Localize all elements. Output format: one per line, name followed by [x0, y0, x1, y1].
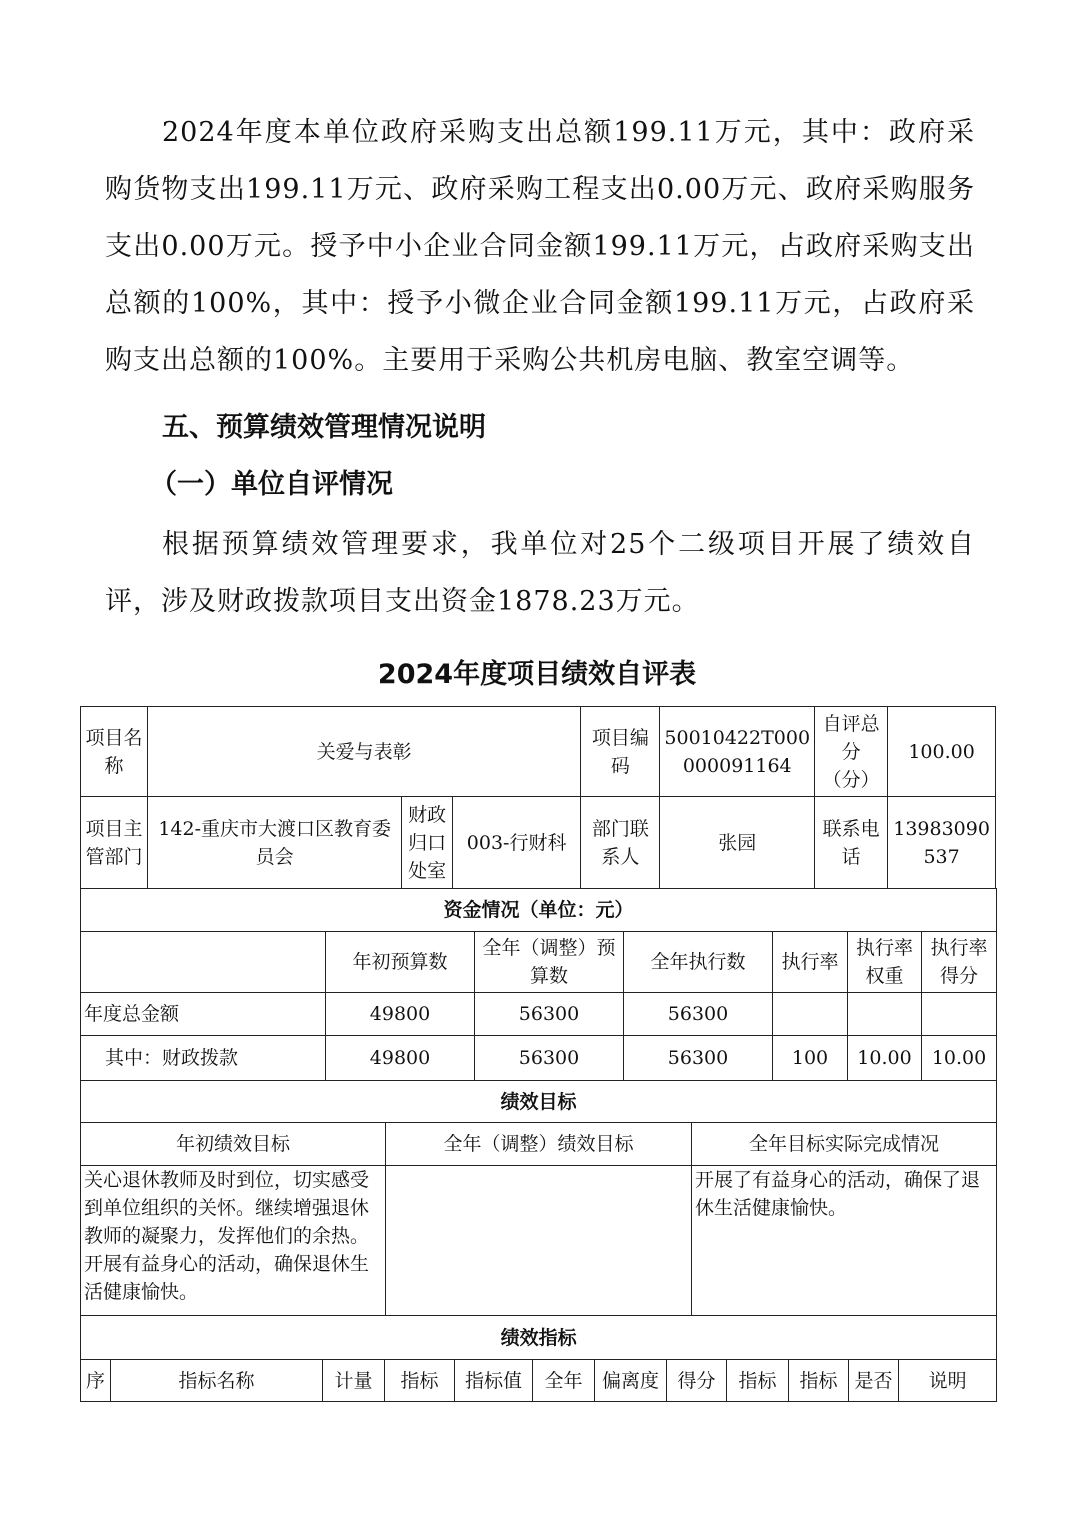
funds-row-total-score: [922, 993, 997, 1036]
table-title: 2024年度项目绩效自评表: [377, 659, 697, 690]
funds-row-total-initial: 49800: [326, 993, 475, 1036]
goals-header-actual: 全年目标实际完成情况: [692, 1123, 997, 1166]
goals-header-adjusted: 全年（调整）绩效目标: [386, 1123, 692, 1166]
goals-header-initial: 年初绩效目标: [81, 1123, 386, 1166]
indicators-section-title: 绩效指标: [81, 1316, 997, 1360]
score-label: 自评总分（分）: [815, 707, 888, 797]
funds-header-weight: 执行率权重: [848, 932, 922, 993]
contact-label: 部门联系人: [581, 797, 660, 889]
indicators-header-name: 指标名称: [111, 1360, 323, 1402]
goals-adjusted-text: [386, 1166, 692, 1316]
funds-row-fiscal-score: 10.00: [922, 1036, 997, 1081]
indicators-header-indicator: 指标: [385, 1360, 455, 1402]
funds-header-rate: 执行率: [773, 932, 848, 993]
funds-header-adjusted: 全年（调整）预算数: [475, 932, 624, 993]
funds-row-total-label: 年度总金额: [81, 993, 326, 1036]
funds-row-fiscal-rate: 100: [773, 1036, 848, 1081]
indicators-header-notes: 说明: [899, 1360, 997, 1402]
funds-row-fiscal-executed: 56300: [624, 1036, 773, 1081]
goals-actual-text: 开展了有益身心的活动，确保了退休生活健康愉快。: [692, 1166, 997, 1316]
funds-row-fiscal-initial: 49800: [326, 1036, 475, 1081]
indicators-header-indicator-3: 指标: [789, 1360, 849, 1402]
phone-value: 13983090537: [888, 797, 996, 889]
project-name: 关爱与表彰: [148, 707, 581, 797]
subsection-heading: （一）单位自评情况: [150, 469, 393, 500]
project-name-label: 项目名称: [81, 707, 148, 797]
self-eval-paragraph: 根据预算绩效管理要求，我单位对25个二级项目开展了绩效自评，涉及财政拨款项目支出资金1878.23万元。: [105, 529, 975, 617]
funds-row-fiscal-weight: 10.00: [848, 1036, 922, 1081]
funds-row-total-rate: [773, 993, 848, 1036]
indicators-header-score: 得分: [667, 1360, 727, 1402]
indicators-table: [80, 1315, 997, 1402]
indicators-header-value: 指标值: [455, 1360, 533, 1402]
funds-table: [80, 888, 997, 1081]
finance-office-value: 003-行财科: [453, 797, 581, 889]
indicators-header-index: 序: [81, 1360, 111, 1402]
indicators-header-whether: 是否: [849, 1360, 899, 1402]
phone-label: 联系电话: [815, 797, 888, 889]
goals-section-title: 绩效目标: [81, 1081, 997, 1123]
funds-header-blank: [81, 932, 326, 993]
finance-office-label: 财政归口处室: [402, 797, 453, 889]
funds-section-title: 资金情况（单位：元）: [81, 889, 997, 932]
procurement-paragraph: 2024年度本单位政府采购支出总额199.11万元，其中：政府采购货物支出199.11万元、政府采购工程支出0.00万元、政府采购服务支出0.00万元。授予中小企业合同金额199.11万元，占政府采购支出总额的100%，其中：授予小微企业合同金额199.11万元，占政府采购支出总额的100%。主要用于采购公共机房电脑、教室空调等。: [105, 117, 975, 376]
funds-header-executed: 全年执行数: [624, 932, 773, 993]
indicators-header-unit: 计量: [323, 1360, 385, 1402]
indicators-header-indicator-2: 指标: [727, 1360, 789, 1402]
project-code: 50010422T000000091164: [660, 707, 815, 797]
funds-row-fiscal-adjusted: 56300: [475, 1036, 624, 1081]
dept-value: 142-重庆市大渡口区教育委员会: [148, 797, 402, 889]
goals-initial-text: 关心退休教师及时到位，切实感受到单位组织的关怀。继续增强退休教师的凝聚力，发挥他们的余热。开展有益身心的活动，确保退休生活健康愉快。: [81, 1166, 386, 1316]
project-info-table: [80, 706, 996, 889]
indicators-header-deviation: 偏离度: [595, 1360, 667, 1402]
funds-row-total-adjusted: 56300: [475, 993, 624, 1036]
contact-value: 张园: [660, 797, 815, 889]
section-heading: 五、预算绩效管理情况说明: [162, 412, 486, 443]
funds-row-total-executed: 56300: [624, 993, 773, 1036]
funds-header-initial: 年初预算数: [326, 932, 475, 993]
funds-header-score: 执行率得分: [922, 932, 997, 993]
score-value: 100.00: [888, 707, 996, 797]
dept-label: 项目主管部门: [81, 797, 148, 889]
goals-table: [80, 1080, 997, 1316]
indicators-header-annual: 全年: [533, 1360, 595, 1402]
funds-row-fiscal-label: 其中：财政拨款: [81, 1036, 326, 1081]
funds-row-total-weight: [848, 993, 922, 1036]
project-code-label: 项目编码: [581, 707, 660, 797]
